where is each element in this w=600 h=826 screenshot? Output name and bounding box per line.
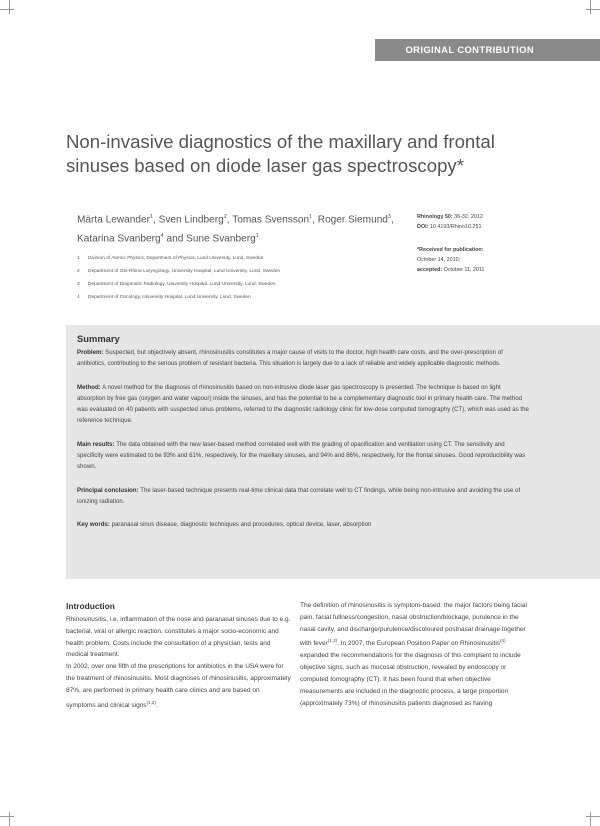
- author-name: Tomas Svensson: [232, 214, 310, 226]
- results-text: The data obtained with the new laser-based method correlated well with the grading of opacification and ventilation using CT. The sensitivity and specificity were estimated to be 93% and 61%, respectively, for the maxillary sinuses, and 94% and 86%, respectively, for the frontal sinuses. Good reproducibility was shown.: [77, 440, 526, 471]
- body-column-left: [66, 600, 291, 712]
- affiliation-number: 2: [77, 269, 80, 274]
- author-separator: ,: [390, 214, 394, 226]
- affiliation-text: Department of Oncology, University Hospital, Lund University, Lund, Sweden: [88, 295, 251, 300]
- accepted-label: accepted:: [417, 267, 443, 273]
- affiliation-text: Department of Diagnostic Radiology, University Hospital, Lund University, Lund, Sweden: [88, 282, 276, 287]
- author-name: Märta Lewander: [77, 214, 150, 226]
- citation-ref: (1,2): [146, 699, 156, 705]
- author-list: [77, 209, 402, 248]
- crop-mark: [586, 816, 600, 817]
- journal-value: 36-32, 2012: [454, 214, 483, 220]
- article-title: Non-invasive diagnostics of the maxillary and frontal sinuses based on diode laser gas spectroscopy*: [66, 131, 495, 176]
- section-label: ORIGINAL CONTRIBUTION: [405, 44, 534, 55]
- summary-box: [66, 325, 600, 579]
- doi-label: DOI:: [417, 224, 429, 230]
- affiliation-text: Division of Atomic Physics, Department of Physics, Lund University, Lund, Sweden: [88, 256, 264, 261]
- body-paragraph: The definition of rhinosinusitis is symptom-based: the major factors being facial pain, facial fullness/congestion, nasal obstruction/blockage, purulence in the nasal cavity, and discharge/purulence/discoloured postnasal drainage together with fever$^{(1,3)}$. In 2007, the European Position Paper on Rhinosinusitis$^{(4)}$ expanded the recommendations for the diagnosis of this complaint to include objective signs, such as mucosal obstruction, revealed by endoscopy or computed tomography (CT). It has been found that when objective measurements are included in the diagnostic process, a large proportion (approximately 73%) of rhinosinusitis patients diagnosed as having: [300, 602, 527, 707]
- doi: [417, 222, 577, 232]
- author-affiliation-number: 2: [223, 214, 227, 220]
- summary-problem: [77, 347, 530, 370]
- crop-mark: [590, 0, 591, 14]
- journal-citation: [417, 212, 577, 222]
- accepted-date: October 11, 2011: [443, 267, 485, 273]
- citation-ref: (4): [500, 638, 506, 644]
- author-affiliation-number: 1: [149, 214, 154, 220]
- author-name: Roger Siemund: [317, 214, 388, 226]
- affiliation-item: [77, 278, 397, 291]
- affiliation-number: 3: [77, 282, 80, 287]
- problem-text: Suspected, but objectively absent, rhinosinusitis constitutes a major cause of visits to the doctor, high health care costs, and the over-prescription of antibiotics, contributing to the serious problem of resistant bacteria. This situation is largely due to a lack of reliable and widely applicable diagnostic methods.: [77, 349, 503, 368]
- conclusion-label: Principal conclusion:: [77, 486, 139, 494]
- keywords-label: Key words:: [77, 521, 110, 529]
- journal-label: Rhinology 50:: [417, 214, 453, 220]
- affiliation-item: [77, 291, 397, 304]
- author-affiliation-number: 3: [387, 214, 391, 220]
- conclusion-text: The laser-based technique presents real-time clinical data that correlate well to CT findings, while being non-intrusive and avoiding the use of ionizing radiation.: [77, 486, 521, 505]
- summary-keywords: [77, 519, 530, 530]
- author-name: Sune Svanberg: [186, 233, 256, 245]
- crop-mark: [586, 9, 600, 10]
- affiliation-number: 1: [77, 256, 80, 261]
- affiliation-item: [77, 252, 397, 265]
- problem-label: Problem:: [77, 349, 104, 356]
- author-name: Sven Lindberg: [158, 214, 224, 226]
- author-separator: and: [163, 233, 187, 245]
- summary-conclusion: [77, 485, 530, 508]
- section-banner: [375, 39, 600, 61]
- affiliation-list: [77, 252, 397, 304]
- accepted-line: [417, 265, 577, 275]
- citation-ref: (1,3): [327, 638, 338, 644]
- crop-mark: [590, 812, 591, 826]
- crop-mark: [9, 812, 10, 826]
- author-separator: ,: [153, 214, 159, 226]
- method-text: A novel method for the diagnosis of rhinosinusitis based on non-intrusive diode laser gas spectroscopy is presented. The technique is based on light absorption by free gas (oxygen and water vapour) inside the sinuses, and has the potential to be a complementary diagnostic tool in primary health care. The method was evaluated on 40 patients with suspected sinus problems, referred to the diagnostic radiology clinic for low-dose computed tomography (CT), which was used as the reference technique.: [77, 383, 529, 425]
- crop-mark: [0, 9, 14, 10]
- summary-method: [77, 382, 530, 427]
- affiliation-number: 4: [77, 295, 80, 300]
- doi-value: 10.4193/Rhino10.251: [429, 224, 482, 230]
- publication-meta: [417, 212, 577, 275]
- body-column-right: [300, 600, 533, 709]
- received-date: October 14, 2010;: [417, 257, 461, 263]
- introduction-heading: Introduction: [66, 601, 115, 611]
- keywords-text: paranasal sinus disease, diagnostic techniques and procedures, optical device, laser, absorption: [111, 521, 372, 529]
- author-affiliation-number: 1: [309, 214, 313, 220]
- results-label: Main results:: [77, 440, 115, 448]
- author-affiliation-number: 1: [255, 233, 259, 240]
- affiliation-item: [77, 265, 397, 278]
- author-separator: ,: [312, 214, 318, 226]
- affiliation-text: Department of Oto-Rhino-Laryngology, University Hospital, Lund University, Lund, Sweden: [88, 269, 281, 274]
- body-paragraph: In 2002, over one fifth of the prescriptions for antibiotics in the USA were for the treatment of rhinosinusitis. Most diagnoses of rhinosinusitis, approximately 87%, are performed in primary health care clinics and are based on symptoms and clinical signs$^{(1,2)}$.: [66, 663, 291, 709]
- crop-mark: [9, 0, 10, 14]
- author-affiliation-number: 4: [160, 233, 164, 240]
- author-separator: ,: [226, 214, 233, 226]
- summary-results: [77, 439, 530, 473]
- method-label: Method:: [77, 383, 101, 391]
- crop-mark: [0, 816, 14, 817]
- body-paragraph: Rhinosinusitis, i.e. inflammation of the nose and paranasal sinuses due to e.g. bacterial, viral or allergic reaction, constitutes a major socio-economic and health problem. Costs include the consultation of a physician, tests and medical treatment.: [66, 616, 291, 659]
- received-label: *Received for publication:: [417, 247, 484, 253]
- summary-heading: Summary: [77, 333, 120, 344]
- author-name: Katarina Svanberg: [77, 233, 161, 245]
